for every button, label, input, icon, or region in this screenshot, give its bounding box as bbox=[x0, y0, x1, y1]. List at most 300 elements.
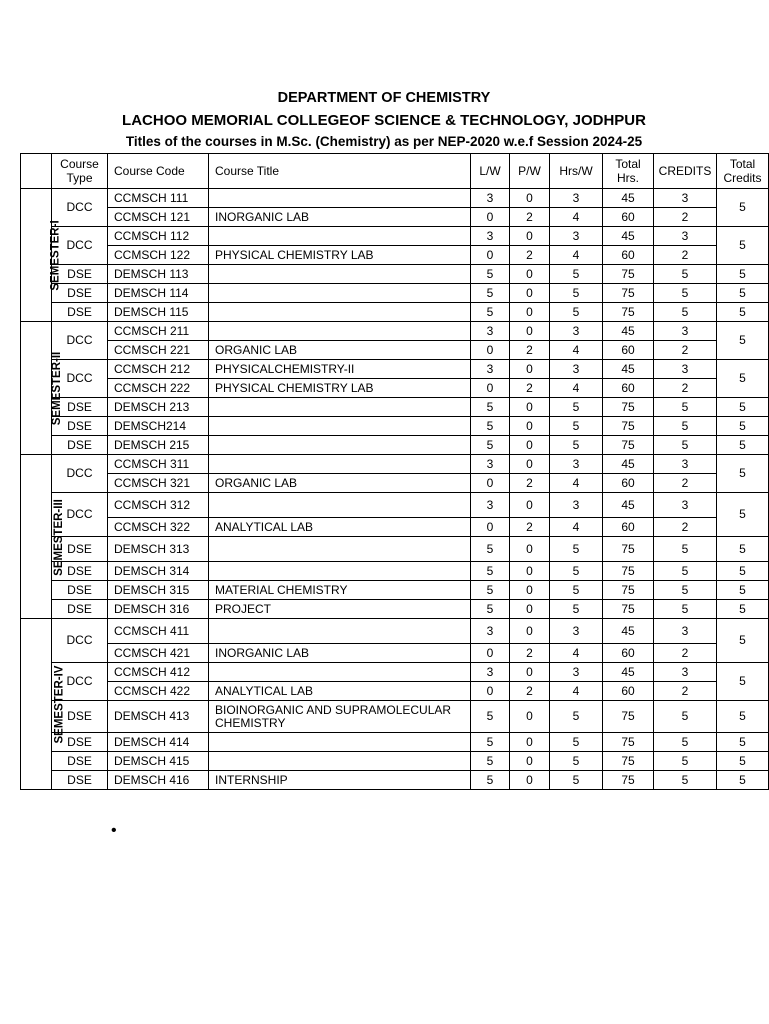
course-code-cell: DEMSCH 213 bbox=[108, 398, 209, 417]
course-title-cell: ANALYTICAL LAB bbox=[209, 682, 471, 701]
table-row bbox=[21, 284, 769, 303]
table-row bbox=[21, 436, 769, 455]
table-row bbox=[21, 701, 769, 733]
lw-cell: 5 bbox=[471, 398, 510, 417]
hrsw-cell: 4 bbox=[550, 518, 603, 537]
hrsw-cell: 5 bbox=[550, 417, 603, 436]
credits-cell: 2 bbox=[654, 474, 717, 493]
course-type-cell: DCC bbox=[52, 227, 108, 265]
lw-cell: 0 bbox=[471, 246, 510, 265]
course-code-cell: DEMSCH 413 bbox=[108, 701, 209, 733]
total-credits-cell: 5 bbox=[717, 398, 769, 417]
course-title-cell: INTERNSHIP bbox=[209, 771, 471, 790]
total-hrs-cell: 75 bbox=[603, 752, 654, 771]
credits-cell: 2 bbox=[654, 208, 717, 227]
total-hrs-cell: 75 bbox=[603, 562, 654, 581]
hrsw-cell: 5 bbox=[550, 284, 603, 303]
total-credits-cell: 5 bbox=[717, 663, 769, 701]
table-row bbox=[21, 663, 769, 682]
course-title-cell: MATERIAL CHEMISTRY bbox=[209, 581, 471, 600]
lw-cell: 0 bbox=[471, 208, 510, 227]
hrsw-cell: 5 bbox=[550, 701, 603, 733]
semester-label bbox=[21, 322, 64, 455]
course-title-cell bbox=[209, 284, 471, 303]
lw-cell: 3 bbox=[471, 227, 510, 246]
course-title-cell: ORGANIC LAB bbox=[209, 474, 471, 493]
total-hrs-cell: 75 bbox=[603, 701, 654, 733]
course-title-cell: ANALYTICAL LAB bbox=[209, 518, 471, 537]
semester-label-text: SEMESTER-I bbox=[49, 220, 62, 291]
lw-cell: 0 bbox=[471, 379, 510, 398]
table-row bbox=[21, 189, 769, 208]
table-row bbox=[21, 733, 769, 752]
course-title-cell: PHYSICAL CHEMISTRY LAB bbox=[209, 246, 471, 265]
credits-cell: 5 bbox=[654, 600, 717, 619]
pw-cell: 2 bbox=[510, 682, 550, 701]
hrsw-cell: 3 bbox=[550, 360, 603, 379]
credits-cell: 5 bbox=[654, 537, 717, 562]
credits-cell: 5 bbox=[654, 771, 717, 790]
total-credits-cell: 5 bbox=[717, 265, 769, 284]
hrsw-cell: 4 bbox=[550, 246, 603, 265]
pw-cell: 2 bbox=[510, 246, 550, 265]
lw-cell: 5 bbox=[471, 303, 510, 322]
lw-cell: 3 bbox=[471, 493, 510, 518]
hrsw-cell: 5 bbox=[550, 265, 603, 284]
semester-label-text: SEMESTER-IV bbox=[53, 665, 66, 744]
table-row bbox=[21, 493, 769, 518]
hrsw-cell: 5 bbox=[550, 562, 603, 581]
course-title-cell bbox=[209, 417, 471, 436]
table-row bbox=[21, 322, 769, 341]
lw-cell: 0 bbox=[471, 341, 510, 360]
course-code-cell: CCMSCH 212 bbox=[108, 360, 209, 379]
total-credits-cell: 5 bbox=[717, 303, 769, 322]
lw-cell: 5 bbox=[471, 284, 510, 303]
header-course-title: Course Title bbox=[209, 154, 471, 189]
lw-cell: 0 bbox=[471, 518, 510, 537]
table-row bbox=[21, 303, 769, 322]
course-type-cell: DSE bbox=[52, 581, 108, 600]
course-title-cell bbox=[209, 322, 471, 341]
course-type-cell: DSE bbox=[52, 398, 108, 417]
course-title-cell: ORGANIC LAB bbox=[209, 341, 471, 360]
credits-cell: 5 bbox=[654, 284, 717, 303]
pw-cell: 0 bbox=[510, 398, 550, 417]
hrsw-cell: 3 bbox=[550, 619, 603, 644]
lw-cell: 0 bbox=[471, 682, 510, 701]
lw-cell: 0 bbox=[471, 474, 510, 493]
pw-cell: 0 bbox=[510, 581, 550, 600]
pw-cell: 0 bbox=[510, 322, 550, 341]
table-row bbox=[21, 227, 769, 246]
course-title-cell bbox=[209, 455, 471, 474]
table-row bbox=[21, 682, 769, 701]
hrsw-cell: 5 bbox=[550, 771, 603, 790]
course-title-cell bbox=[209, 619, 471, 644]
credits-cell: 3 bbox=[654, 189, 717, 208]
credits-cell: 5 bbox=[654, 398, 717, 417]
table-row bbox=[21, 360, 769, 379]
course-type-cell: DCC bbox=[52, 455, 108, 493]
total-hrs-cell: 45 bbox=[603, 619, 654, 644]
credits-cell: 2 bbox=[654, 644, 717, 663]
pw-cell: 0 bbox=[510, 189, 550, 208]
courses-title: Titles of the courses in M.Sc. (Chemistry) as per NEP-2020 w.e.f Session 2024-25 bbox=[125, 134, 643, 149]
course-code-cell: CCMSCH 122 bbox=[108, 246, 209, 265]
college-heading: LACHOO MEMORIAL COLLEGEOF SCIENCE & TECHNOLOGY, JODHPUR bbox=[122, 112, 646, 129]
hrsw-cell: 4 bbox=[550, 644, 603, 663]
header-course-type: Course Type bbox=[52, 154, 108, 189]
credits-cell: 3 bbox=[654, 322, 717, 341]
total-hrs-cell: 75 bbox=[603, 398, 654, 417]
course-title-cell: PHYSICALCHEMISTRY-II bbox=[209, 360, 471, 379]
course-code-cell: DEMSCH 115 bbox=[108, 303, 209, 322]
course-type-cell: DSE bbox=[52, 436, 108, 455]
course-code-cell: CCMSCH 222 bbox=[108, 379, 209, 398]
bullet-mark: • bbox=[111, 822, 117, 839]
course-type-cell: DSE bbox=[52, 265, 108, 284]
course-code-cell: CCMSCH 411 bbox=[108, 619, 209, 644]
course-type-cell: DSE bbox=[52, 701, 108, 733]
total-hrs-cell: 75 bbox=[603, 733, 654, 752]
course-title-cell: INORGANIC LAB bbox=[209, 208, 471, 227]
pw-cell: 0 bbox=[510, 733, 550, 752]
pw-cell: 0 bbox=[510, 493, 550, 518]
course-code-cell: CCMSCH 312 bbox=[108, 493, 209, 518]
pw-cell: 0 bbox=[510, 537, 550, 562]
total-hrs-cell: 75 bbox=[603, 537, 654, 562]
table-row bbox=[21, 644, 769, 663]
total-hrs-cell: 45 bbox=[603, 227, 654, 246]
pw-cell: 0 bbox=[510, 436, 550, 455]
pw-cell: 0 bbox=[510, 701, 550, 733]
table-row bbox=[21, 417, 769, 436]
course-code-cell: DEMSCH 113 bbox=[108, 265, 209, 284]
course-type-cell: DSE bbox=[52, 417, 108, 436]
header-lw: L/W bbox=[471, 154, 510, 189]
total-hrs-cell: 75 bbox=[603, 284, 654, 303]
total-credits-cell: 5 bbox=[717, 189, 769, 227]
course-title-cell bbox=[209, 663, 471, 682]
lw-cell: 5 bbox=[471, 581, 510, 600]
header-total-hrs: Total Hrs. bbox=[603, 154, 654, 189]
table-row bbox=[21, 455, 769, 474]
total-credits-cell: 5 bbox=[717, 417, 769, 436]
table-row bbox=[21, 581, 769, 600]
hrsw-cell: 3 bbox=[550, 493, 603, 518]
course-code-cell: DEMSCH 414 bbox=[108, 733, 209, 752]
course-code-cell: DEMSCH 215 bbox=[108, 436, 209, 455]
table-row bbox=[21, 600, 769, 619]
total-hrs-cell: 75 bbox=[603, 265, 654, 284]
header-hrsw: Hrs/W bbox=[550, 154, 603, 189]
hrsw-cell: 3 bbox=[550, 322, 603, 341]
course-code-cell: DEMSCH 416 bbox=[108, 771, 209, 790]
course-code-cell: DEMSCH 314 bbox=[108, 562, 209, 581]
course-title-cell: INORGANIC LAB bbox=[209, 644, 471, 663]
course-title-cell: PROJECT bbox=[209, 600, 471, 619]
total-hrs-cell: 60 bbox=[603, 246, 654, 265]
total-credits-cell: 5 bbox=[717, 455, 769, 493]
credits-cell: 5 bbox=[654, 701, 717, 733]
pw-cell: 0 bbox=[510, 455, 550, 474]
total-hrs-cell: 45 bbox=[603, 322, 654, 341]
total-hrs-cell: 60 bbox=[603, 474, 654, 493]
total-hrs-cell: 75 bbox=[603, 581, 654, 600]
total-hrs-cell: 60 bbox=[603, 518, 654, 537]
lw-cell: 5 bbox=[471, 417, 510, 436]
table-row bbox=[21, 246, 769, 265]
total-credits-cell: 5 bbox=[717, 322, 769, 360]
table-header-row bbox=[21, 154, 769, 189]
table-row bbox=[21, 341, 769, 360]
total-credits-cell: 5 bbox=[717, 537, 769, 562]
credits-cell: 5 bbox=[654, 562, 717, 581]
hrsw-cell: 3 bbox=[550, 663, 603, 682]
course-code-cell: CCMSCH 311 bbox=[108, 455, 209, 474]
hrsw-cell: 3 bbox=[550, 189, 603, 208]
course-code-cell: DEMSCH 415 bbox=[108, 752, 209, 771]
course-type-cell: DCC bbox=[52, 619, 108, 663]
pw-cell: 0 bbox=[510, 752, 550, 771]
lw-cell: 5 bbox=[471, 600, 510, 619]
lw-cell: 0 bbox=[471, 644, 510, 663]
course-title-cell bbox=[209, 562, 471, 581]
lw-cell: 3 bbox=[471, 619, 510, 644]
course-code-cell: CCMSCH 322 bbox=[108, 518, 209, 537]
credits-cell: 5 bbox=[654, 303, 717, 322]
total-credits-cell: 5 bbox=[717, 619, 769, 663]
course-code-cell: CCMSCH 111 bbox=[108, 189, 209, 208]
course-title-cell bbox=[209, 537, 471, 562]
pw-cell: 2 bbox=[510, 208, 550, 227]
lw-cell: 5 bbox=[471, 265, 510, 284]
course-title-cell bbox=[209, 493, 471, 518]
total-hrs-cell: 75 bbox=[603, 600, 654, 619]
semester-label-text: SEMESTER-II bbox=[51, 351, 64, 426]
table-row bbox=[21, 208, 769, 227]
hrsw-cell: 3 bbox=[550, 227, 603, 246]
pw-cell: 2 bbox=[510, 379, 550, 398]
total-credits-cell: 5 bbox=[717, 562, 769, 581]
hrsw-cell: 4 bbox=[550, 682, 603, 701]
header-course-code: Course Code bbox=[108, 154, 209, 189]
credits-cell: 2 bbox=[654, 341, 717, 360]
total-hrs-cell: 45 bbox=[603, 493, 654, 518]
course-code-cell: DEMSCH 315 bbox=[108, 581, 209, 600]
table-row bbox=[21, 752, 769, 771]
course-type-cell: DCC bbox=[52, 360, 108, 398]
total-credits-cell: 5 bbox=[717, 360, 769, 398]
total-credits-cell: 5 bbox=[717, 227, 769, 265]
table-row bbox=[21, 619, 769, 644]
hrsw-cell: 5 bbox=[550, 733, 603, 752]
credits-cell: 5 bbox=[654, 581, 717, 600]
pw-cell: 2 bbox=[510, 644, 550, 663]
total-hrs-cell: 60 bbox=[603, 341, 654, 360]
course-type-cell: DCC bbox=[52, 663, 108, 701]
course-code-cell: DEMSCH 114 bbox=[108, 284, 209, 303]
lw-cell: 5 bbox=[471, 537, 510, 562]
course-table bbox=[20, 153, 769, 790]
hrsw-cell: 5 bbox=[550, 752, 603, 771]
semester-label-text: SEMESTER-III bbox=[52, 498, 65, 576]
credits-cell: 3 bbox=[654, 455, 717, 474]
course-type-cell: DSE bbox=[52, 600, 108, 619]
total-hrs-cell: 45 bbox=[603, 663, 654, 682]
course-type-cell: DCC bbox=[52, 493, 108, 537]
total-hrs-cell: 60 bbox=[603, 208, 654, 227]
hrsw-cell: 4 bbox=[550, 208, 603, 227]
total-hrs-cell: 60 bbox=[603, 644, 654, 663]
lw-cell: 5 bbox=[471, 436, 510, 455]
credits-cell: 5 bbox=[654, 436, 717, 455]
table-row bbox=[21, 474, 769, 493]
hrsw-cell: 4 bbox=[550, 379, 603, 398]
course-title-cell bbox=[209, 752, 471, 771]
hrsw-cell: 5 bbox=[550, 600, 603, 619]
pw-cell: 0 bbox=[510, 360, 550, 379]
course-code-cell: CCMSCH 421 bbox=[108, 644, 209, 663]
course-type-cell: DSE bbox=[52, 733, 108, 752]
pw-cell: 0 bbox=[510, 663, 550, 682]
lw-cell: 3 bbox=[471, 360, 510, 379]
course-title-cell bbox=[209, 303, 471, 322]
pw-cell: 2 bbox=[510, 474, 550, 493]
semester-label bbox=[21, 619, 66, 790]
course-title-cell: BIOINORGANIC AND SUPRAMOLECULAR CHEMISTRY bbox=[209, 701, 471, 733]
hrsw-cell: 4 bbox=[550, 341, 603, 360]
total-credits-cell: 5 bbox=[717, 436, 769, 455]
credits-cell: 3 bbox=[654, 619, 717, 644]
lw-cell: 5 bbox=[471, 771, 510, 790]
header-blank bbox=[21, 154, 52, 189]
table-row bbox=[21, 771, 769, 790]
total-hrs-cell: 45 bbox=[603, 455, 654, 474]
hrsw-cell: 5 bbox=[550, 581, 603, 600]
table-row bbox=[21, 398, 769, 417]
pw-cell: 0 bbox=[510, 265, 550, 284]
course-title-cell bbox=[209, 436, 471, 455]
total-credits-cell: 5 bbox=[717, 752, 769, 771]
course-code-cell: CCMSCH 221 bbox=[108, 341, 209, 360]
total-hrs-cell: 60 bbox=[603, 379, 654, 398]
credits-cell: 5 bbox=[654, 733, 717, 752]
course-title-cell bbox=[209, 398, 471, 417]
table-row bbox=[21, 562, 769, 581]
lw-cell: 3 bbox=[471, 663, 510, 682]
total-hrs-cell: 60 bbox=[603, 682, 654, 701]
hrsw-cell: 5 bbox=[550, 537, 603, 562]
course-code-cell: DEMSCH214 bbox=[108, 417, 209, 436]
pw-cell: 0 bbox=[510, 303, 550, 322]
pw-cell: 0 bbox=[510, 562, 550, 581]
semester-label bbox=[21, 455, 65, 619]
total-hrs-cell: 75 bbox=[603, 436, 654, 455]
credits-cell: 3 bbox=[654, 227, 717, 246]
lw-cell: 5 bbox=[471, 733, 510, 752]
course-title-cell bbox=[209, 733, 471, 752]
credits-cell: 5 bbox=[654, 752, 717, 771]
credits-cell: 3 bbox=[654, 360, 717, 379]
hrsw-cell: 5 bbox=[550, 436, 603, 455]
course-code-cell: CCMSCH 422 bbox=[108, 682, 209, 701]
total-hrs-cell: 75 bbox=[603, 303, 654, 322]
pw-cell: 2 bbox=[510, 518, 550, 537]
pw-cell: 2 bbox=[510, 341, 550, 360]
hrsw-cell: 5 bbox=[550, 303, 603, 322]
header-total-credits: Total Credits bbox=[717, 154, 769, 189]
hrsw-cell: 5 bbox=[550, 398, 603, 417]
total-hrs-cell: 45 bbox=[603, 360, 654, 379]
total-hrs-cell: 75 bbox=[603, 771, 654, 790]
course-title-cell bbox=[209, 189, 471, 208]
course-code-cell: DEMSCH 316 bbox=[108, 600, 209, 619]
course-title-cell bbox=[209, 265, 471, 284]
total-credits-cell: 5 bbox=[717, 284, 769, 303]
table-row bbox=[21, 379, 769, 398]
total-hrs-cell: 75 bbox=[603, 417, 654, 436]
total-credits-cell: 5 bbox=[717, 581, 769, 600]
course-type-cell: DSE bbox=[52, 284, 108, 303]
credits-cell: 3 bbox=[654, 493, 717, 518]
credits-cell: 5 bbox=[654, 417, 717, 436]
total-credits-cell: 5 bbox=[717, 771, 769, 790]
pw-cell: 0 bbox=[510, 771, 550, 790]
total-credits-cell: 5 bbox=[717, 733, 769, 752]
course-type-cell: DCC bbox=[52, 322, 108, 360]
lw-cell: 5 bbox=[471, 752, 510, 771]
lw-cell: 5 bbox=[471, 562, 510, 581]
course-title-cell bbox=[209, 227, 471, 246]
course-type-cell: DSE bbox=[52, 537, 108, 562]
lw-cell: 3 bbox=[471, 455, 510, 474]
course-code-cell: CCMSCH 211 bbox=[108, 322, 209, 341]
credits-cell: 2 bbox=[654, 379, 717, 398]
course-title-cell: PHYSICAL CHEMISTRY LAB bbox=[209, 379, 471, 398]
table-row bbox=[21, 518, 769, 537]
course-type-cell: DSE bbox=[52, 562, 108, 581]
credits-cell: 3 bbox=[654, 663, 717, 682]
pw-cell: 0 bbox=[510, 227, 550, 246]
course-type-cell: DSE bbox=[52, 303, 108, 322]
course-type-cell: DCC bbox=[52, 189, 108, 227]
lw-cell: 3 bbox=[471, 322, 510, 341]
total-credits-cell: 5 bbox=[717, 493, 769, 537]
hrsw-cell: 4 bbox=[550, 474, 603, 493]
course-type-cell: DSE bbox=[52, 752, 108, 771]
header-credits: CREDITS bbox=[654, 154, 717, 189]
pw-cell: 0 bbox=[510, 600, 550, 619]
course-code-cell: CCMSCH 321 bbox=[108, 474, 209, 493]
department-heading: DEPARTMENT OF CHEMISTRY bbox=[277, 90, 491, 106]
credits-cell: 2 bbox=[654, 682, 717, 701]
pw-cell: 0 bbox=[510, 284, 550, 303]
total-credits-cell: 5 bbox=[717, 701, 769, 733]
credits-cell: 2 bbox=[654, 518, 717, 537]
lw-cell: 5 bbox=[471, 701, 510, 733]
course-code-cell: CCMSCH 412 bbox=[108, 663, 209, 682]
pw-cell: 0 bbox=[510, 619, 550, 644]
course-type-cell: DSE bbox=[52, 771, 108, 790]
credits-cell: 5 bbox=[654, 265, 717, 284]
total-credits-cell: 5 bbox=[717, 600, 769, 619]
table-row bbox=[21, 537, 769, 562]
header-pw: P/W bbox=[510, 154, 550, 189]
table-row bbox=[21, 265, 769, 284]
course-code-cell: DEMSCH 313 bbox=[108, 537, 209, 562]
